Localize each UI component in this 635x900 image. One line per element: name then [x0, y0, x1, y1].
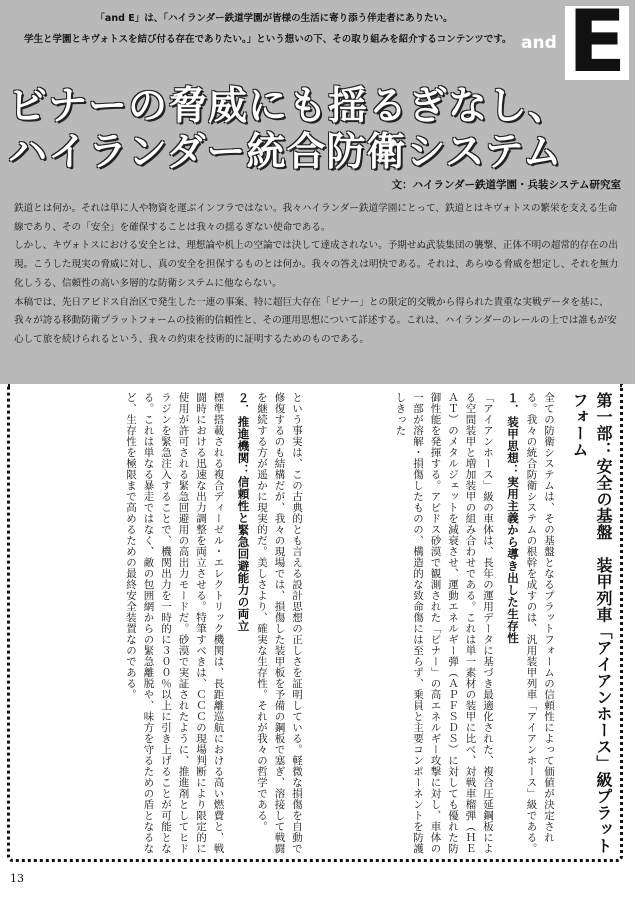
- body-paragraph: という事実は、この古典的とも言える設計思想の正しさを証明している。軽微な損傷を自動で修復するのも結構だが、我々の現場では、損傷した装甲板を予備の鋼板で塞ぎ、溶接して戦闘を継続する方が遥かに現実的だ。美しさより、確実な生存性。それが我々の哲学である。: [256, 392, 303, 854]
- body-column-right: [315, 392, 615, 862]
- e-logo-box: [565, 0, 629, 92]
- and-label: and: [521, 33, 557, 53]
- byline: 文：ハイランダー鉄道学園・兵装システム研究室: [391, 179, 621, 191]
- title-line-1: ビナーの脅威にも揺るぎなし、: [8, 84, 569, 129]
- section-title-2: ２．推進機関：信頼性と緊急回避能力の両立: [236, 392, 251, 632]
- intro-line-1: 「and E」は、「ハイランダー鉄道学園が皆様の生活に寄り添う伴走者にありたい。: [95, 13, 453, 24]
- lead-paragraph-1: 鉄道とは何か。それは単に人や物資を運ぶインフラではない。我々ハイランダー鉄道学園にとって、鉄道とはキヴォトスの繁栄を支える生命線であり、その「安全」を確保することは我々の揺るぎない使命である。: [14, 203, 618, 233]
- body-paragraph: 「アイアンホース」級の車体は、長年の運用データに基づき最適化された、複合圧延鋼板による空間装甲と増加装甲の組み合わせである。これは単一素材の装甲に比べ、対戦車榴弾（ＨＥＡＴ）のメタルジェットを減衰させ、運動エネルギー弾（ＡＰＦＳＤＳ）に対しても優れた防御性能を発揮する。アビドス砂漠で観測された「ビナー」の高エネルギー攻撃に対し、車体の一部が溶解・損傷したものの、構造的な致命傷には至らず、乗員と主要コンポーネントを防護しきった: [394, 392, 494, 854]
- page-number: 13: [10, 872, 24, 885]
- body-column-left: [20, 392, 305, 862]
- lead-paragraph-3: 本稿では、先日アビドス自治区で発生した一連の事案、特に超巨大存在「ビナー」との限定的交戦から得られた貴重な実戦データを基に、我々が誇る移動防衛プラットフォームの技術的信頼性と、その運用思想について詳述する。これは、ハイランダーのレールの上では誰もが安心して旅を続けられるという、我々の約束を技術的に証明するためのものである。: [14, 296, 617, 345]
- e-logo-letter: E: [567, 0, 627, 92]
- part-title: 第一部：安全の基盤 装甲列車「アイアンホース」級プラットフォーム: [570, 392, 613, 854]
- intro-line-2: 学生と学園とキヴォトスを結び付る存在でありたい。」という想いの下、その取り組みを紹介するコンテンツです。: [24, 34, 512, 45]
- title-line-2: ハイランダー統合防衛システム: [8, 130, 563, 175]
- intro-text: [24, 8, 524, 50]
- body-paragraph: 全ての防衛システムは、その基盤となるプラットフォームの信頼性によって価値が決定される。我々の統合防衛システムの根幹を成すのは、汎用装甲列車「アイアンホース」級である。: [525, 392, 555, 854]
- section-title-1: １．装甲思想：実用主義から導き出した生存性: [506, 392, 520, 644]
- lead-text: [14, 200, 620, 350]
- body-paragraph: 標準搭載される複合ディーゼル・エレクトリック機関は、長距離巡航における高い燃費と、戦闘時における迅速な出力調整を両立させる。特筆すべきは、ＣＣＣの現場判断により限定的に使用が許可される緊急回避用の高出力モードだ。砂漠で実証されたように、推進剤としてヒドラジンを緊急注入することで、機関出力を一時的に３００％以上に引き上げることが可能となる。これは単なる暴走ではなく、敵の包囲網からの緊急離脱や、味方を守るための盾となるなど、生存性を極限まで高めるための最終安全装置なのである。: [125, 392, 225, 854]
- lead-paragraph-2: しかし、キヴォトスにおける安全とは、理想論や机上の空論では決して達成されない。予期せぬ武装集団の襲撃、正体不明の超常的存在の出現。こうした現実の脅威に対し、真の安全を担保するものとは何か。我々の答えは明快である。それは、あらゆる脅威を想定し、それを無力化しうる、信頼性の高い多層的な防衛システムに他ならない。: [14, 240, 619, 289]
- article-title: [8, 84, 628, 176]
- header-band: [0, 0, 635, 384]
